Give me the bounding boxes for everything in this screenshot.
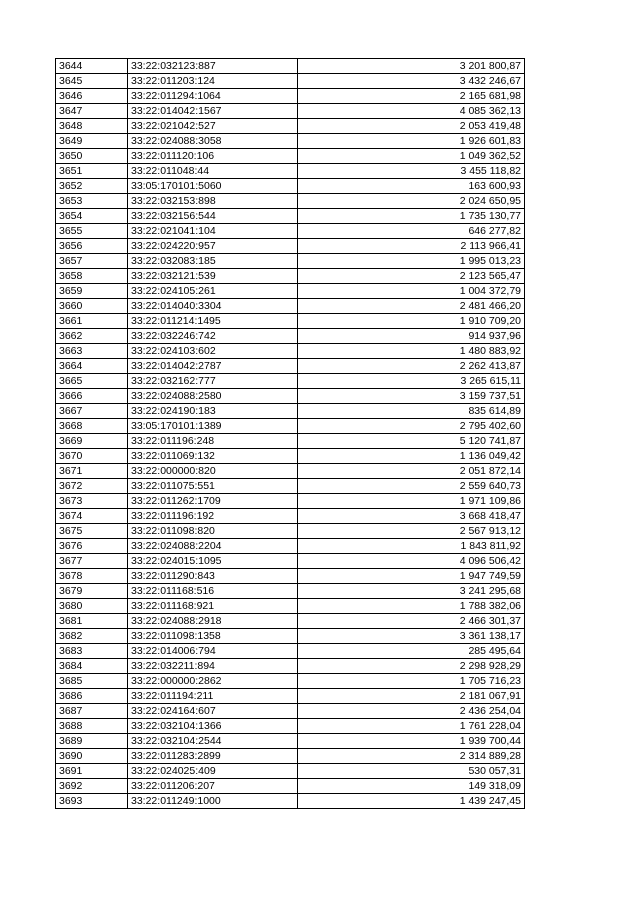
cadastral-number-cell: 33:22:014042:1567 xyxy=(128,104,298,119)
cadastral-number-cell: 33:22:024220:957 xyxy=(128,239,298,254)
row-number-cell: 3658 xyxy=(56,269,128,284)
cadastral-number-cell: 33:22:011048:44 xyxy=(128,164,298,179)
value-cell: 3 432 246,67 xyxy=(298,74,525,89)
row-number-cell: 3671 xyxy=(56,464,128,479)
cadastral-number-cell: 33:22:011194:211 xyxy=(128,689,298,704)
table-row xyxy=(56,404,525,419)
row-number-cell: 3674 xyxy=(56,509,128,524)
row-number-cell: 3685 xyxy=(56,674,128,689)
row-number-cell: 3686 xyxy=(56,689,128,704)
cadastral-number-cell: 33:22:011196:248 xyxy=(128,434,298,449)
table-row xyxy=(56,674,525,689)
table-row xyxy=(56,134,525,149)
table-row xyxy=(56,704,525,719)
row-number-cell: 3653 xyxy=(56,194,128,209)
row-number-cell: 3659 xyxy=(56,284,128,299)
value-cell: 2 053 419,48 xyxy=(298,119,525,134)
cadastral-number-cell: 33:22:011098:1358 xyxy=(128,629,298,644)
table-row xyxy=(56,569,525,584)
value-cell: 3 159 737,51 xyxy=(298,389,525,404)
value-cell: 1 735 130,77 xyxy=(298,209,525,224)
value-cell: 3 455 118,82 xyxy=(298,164,525,179)
cadastral-number-cell: 33:22:024103:602 xyxy=(128,344,298,359)
value-cell: 1 995 013,23 xyxy=(298,254,525,269)
value-cell: 3 241 295,68 xyxy=(298,584,525,599)
cadastral-number-cell: 33:22:011290:843 xyxy=(128,569,298,584)
value-cell: 2 795 402,60 xyxy=(298,419,525,434)
cadastral-number-cell: 33:22:024088:3058 xyxy=(128,134,298,149)
table-row xyxy=(56,299,525,314)
table-row xyxy=(56,494,525,509)
row-number-cell: 3668 xyxy=(56,419,128,434)
cadastral-number-cell: 33:05:170101:5060 xyxy=(128,179,298,194)
table-row xyxy=(56,794,525,809)
value-cell: 1 971 109,86 xyxy=(298,494,525,509)
row-number-cell: 3656 xyxy=(56,239,128,254)
value-cell: 2 559 640,73 xyxy=(298,479,525,494)
cadastral-number-cell: 33:22:011214:1495 xyxy=(128,314,298,329)
table-row xyxy=(56,164,525,179)
table-row xyxy=(56,614,525,629)
table-row xyxy=(56,644,525,659)
table-row xyxy=(56,314,525,329)
table-row xyxy=(56,284,525,299)
cadastral-number-cell: 33:22:024088:2204 xyxy=(128,539,298,554)
row-number-cell: 3665 xyxy=(56,374,128,389)
row-number-cell: 3676 xyxy=(56,539,128,554)
row-number-cell: 3669 xyxy=(56,434,128,449)
table-row xyxy=(56,779,525,794)
value-cell: 1 705 716,23 xyxy=(298,674,525,689)
row-number-cell: 3693 xyxy=(56,794,128,809)
row-number-cell: 3647 xyxy=(56,104,128,119)
row-number-cell: 3662 xyxy=(56,329,128,344)
value-cell: 163 600,93 xyxy=(298,179,525,194)
cadastral-number-cell: 33:22:011249:1000 xyxy=(128,794,298,809)
table-row xyxy=(56,584,525,599)
cadastral-number-cell: 33:22:011120:106 xyxy=(128,149,298,164)
row-number-cell: 3666 xyxy=(56,389,128,404)
value-cell: 2 567 913,12 xyxy=(298,524,525,539)
row-number-cell: 3652 xyxy=(56,179,128,194)
row-number-cell: 3648 xyxy=(56,119,128,134)
value-cell: 3 201 800,87 xyxy=(298,59,525,74)
cadastral-number-cell: 33:22:011098:820 xyxy=(128,524,298,539)
table-row xyxy=(56,254,525,269)
value-cell: 2 165 681,98 xyxy=(298,89,525,104)
value-cell: 2 436 254,04 xyxy=(298,704,525,719)
table-row xyxy=(56,74,525,89)
cadastral-number-cell: 33:22:011196:192 xyxy=(128,509,298,524)
table-row xyxy=(56,749,525,764)
value-cell: 1 939 700,44 xyxy=(298,734,525,749)
value-cell: 1 926 601,83 xyxy=(298,134,525,149)
table-row xyxy=(56,209,525,224)
value-cell: 2 481 466,20 xyxy=(298,299,525,314)
row-number-cell: 3660 xyxy=(56,299,128,314)
table-row xyxy=(56,269,525,284)
cadastral-number-cell: 33:22:011075:551 xyxy=(128,479,298,494)
row-number-cell: 3688 xyxy=(56,719,128,734)
cadastral-number-cell: 33:22:011294:1064 xyxy=(128,89,298,104)
value-cell: 2 123 565,47 xyxy=(298,269,525,284)
table-row xyxy=(56,689,525,704)
row-number-cell: 3664 xyxy=(56,359,128,374)
value-cell: 2 466 301,37 xyxy=(298,614,525,629)
cadastral-number-cell: 33:22:024088:2580 xyxy=(128,389,298,404)
cadastral-number-cell: 33:22:024190:183 xyxy=(128,404,298,419)
cadastral-number-cell: 33:22:011283:2899 xyxy=(128,749,298,764)
table-row xyxy=(56,149,525,164)
value-cell: 3 265 615,11 xyxy=(298,374,525,389)
value-cell: 149 318,09 xyxy=(298,779,525,794)
table-row xyxy=(56,539,525,554)
row-number-cell: 3677 xyxy=(56,554,128,569)
cadastral-number-cell: 33:22:011069:132 xyxy=(128,449,298,464)
value-cell: 1 136 049,42 xyxy=(298,449,525,464)
value-cell: 914 937,96 xyxy=(298,329,525,344)
value-cell: 2 298 928,29 xyxy=(298,659,525,674)
table-row xyxy=(56,509,525,524)
table-row xyxy=(56,629,525,644)
value-cell: 1 947 749,59 xyxy=(298,569,525,584)
row-number-cell: 3675 xyxy=(56,524,128,539)
table-row xyxy=(56,359,525,374)
value-cell: 1 910 709,20 xyxy=(298,314,525,329)
table-row xyxy=(56,419,525,434)
table-row xyxy=(56,239,525,254)
cadastral-number-cell: 33:22:024164:607 xyxy=(128,704,298,719)
cadastral-number-cell: 33:22:011168:516 xyxy=(128,584,298,599)
table-row xyxy=(56,719,525,734)
cadastral-number-cell: 33:22:032104:2544 xyxy=(128,734,298,749)
row-number-cell: 3654 xyxy=(56,209,128,224)
value-cell: 530 057,31 xyxy=(298,764,525,779)
table-row xyxy=(56,119,525,134)
value-cell: 2 181 067,91 xyxy=(298,689,525,704)
value-cell: 646 277,82 xyxy=(298,224,525,239)
cadastral-number-cell: 33:22:011206:207 xyxy=(128,779,298,794)
row-number-cell: 3644 xyxy=(56,59,128,74)
table-row xyxy=(56,194,525,209)
row-number-cell: 3670 xyxy=(56,449,128,464)
cadastral-number-cell: 33:22:032246:742 xyxy=(128,329,298,344)
table-row xyxy=(56,449,525,464)
row-number-cell: 3691 xyxy=(56,764,128,779)
row-number-cell: 3645 xyxy=(56,74,128,89)
cadastral-number-cell: 33:22:032083:185 xyxy=(128,254,298,269)
value-cell: 2 113 966,41 xyxy=(298,239,525,254)
value-cell: 2 262 413,87 xyxy=(298,359,525,374)
table-row xyxy=(56,89,525,104)
table-row xyxy=(56,734,525,749)
table-row xyxy=(56,479,525,494)
row-number-cell: 3680 xyxy=(56,599,128,614)
row-number-cell: 3690 xyxy=(56,749,128,764)
row-number-cell: 3673 xyxy=(56,494,128,509)
row-number-cell: 3678 xyxy=(56,569,128,584)
table-row xyxy=(56,59,525,74)
value-cell: 5 120 741,87 xyxy=(298,434,525,449)
row-number-cell: 3651 xyxy=(56,164,128,179)
cadastral-number-cell: 33:22:024088:2918 xyxy=(128,614,298,629)
value-cell: 1 480 883,92 xyxy=(298,344,525,359)
table-row xyxy=(56,104,525,119)
cadastral-number-cell: 33:22:021041:104 xyxy=(128,224,298,239)
value-cell: 835 614,89 xyxy=(298,404,525,419)
row-number-cell: 3650 xyxy=(56,149,128,164)
table-row xyxy=(56,224,525,239)
row-number-cell: 3646 xyxy=(56,89,128,104)
row-number-cell: 3672 xyxy=(56,479,128,494)
row-number-cell: 3692 xyxy=(56,779,128,794)
cadastral-number-cell: 33:22:032123:887 xyxy=(128,59,298,74)
cadastral-number-cell: 33:22:014040:3304 xyxy=(128,299,298,314)
cadastral-number-cell: 33:22:011203:124 xyxy=(128,74,298,89)
row-number-cell: 3684 xyxy=(56,659,128,674)
table-row xyxy=(56,389,525,404)
table-row xyxy=(56,329,525,344)
table-row xyxy=(56,599,525,614)
table-row xyxy=(56,659,525,674)
value-cell: 4 085 362,13 xyxy=(298,104,525,119)
value-cell: 3 668 418,47 xyxy=(298,509,525,524)
value-cell: 1 843 811,92 xyxy=(298,539,525,554)
value-cell: 4 096 506,42 xyxy=(298,554,525,569)
cadastral-number-cell: 33:22:032121:539 xyxy=(128,269,298,284)
cadastral-number-cell: 33:22:024015:1095 xyxy=(128,554,298,569)
cadastral-number-cell: 33:22:032162:777 xyxy=(128,374,298,389)
row-number-cell: 3683 xyxy=(56,644,128,659)
row-number-cell: 3689 xyxy=(56,734,128,749)
value-cell: 1 439 247,45 xyxy=(298,794,525,809)
row-number-cell: 3657 xyxy=(56,254,128,269)
table-row xyxy=(56,179,525,194)
cadastral-number-cell: 33:22:032104:1366 xyxy=(128,719,298,734)
cadastral-number-cell: 33:22:032153:898 xyxy=(128,194,298,209)
row-number-cell: 3667 xyxy=(56,404,128,419)
registry-table xyxy=(55,58,525,809)
cadastral-number-cell: 33:22:011168:921 xyxy=(128,599,298,614)
value-cell: 1 049 362,52 xyxy=(298,149,525,164)
row-number-cell: 3682 xyxy=(56,629,128,644)
cadastral-number-cell: 33:22:024025:409 xyxy=(128,764,298,779)
row-number-cell: 3655 xyxy=(56,224,128,239)
table-row xyxy=(56,464,525,479)
table-row xyxy=(56,524,525,539)
cadastral-number-cell: 33:22:000000:820 xyxy=(128,464,298,479)
cadastral-number-cell: 33:22:032211:894 xyxy=(128,659,298,674)
value-cell: 285 495,64 xyxy=(298,644,525,659)
table-row xyxy=(56,374,525,389)
cadastral-number-cell: 33:22:021042:527 xyxy=(128,119,298,134)
table-row xyxy=(56,344,525,359)
table-row xyxy=(56,764,525,779)
cadastral-number-cell: 33:22:011262:1709 xyxy=(128,494,298,509)
row-number-cell: 3649 xyxy=(56,134,128,149)
value-cell: 1 761 228,04 xyxy=(298,719,525,734)
value-cell: 2 314 889,28 xyxy=(298,749,525,764)
table-row xyxy=(56,554,525,569)
table-row xyxy=(56,434,525,449)
cadastral-number-cell: 33:22:014006:794 xyxy=(128,644,298,659)
registry-table-body xyxy=(56,59,525,809)
value-cell: 2 024 650,95 xyxy=(298,194,525,209)
cadastral-number-cell: 33:22:024105:261 xyxy=(128,284,298,299)
value-cell: 3 361 138,17 xyxy=(298,629,525,644)
row-number-cell: 3661 xyxy=(56,314,128,329)
value-cell: 1 788 382,06 xyxy=(298,599,525,614)
cadastral-number-cell: 33:22:032156:544 xyxy=(128,209,298,224)
cadastral-number-cell: 33:22:000000:2862 xyxy=(128,674,298,689)
cadastral-number-cell: 33:22:014042:2787 xyxy=(128,359,298,374)
value-cell: 2 051 872,14 xyxy=(298,464,525,479)
row-number-cell: 3679 xyxy=(56,584,128,599)
row-number-cell: 3663 xyxy=(56,344,128,359)
value-cell: 1 004 372,79 xyxy=(298,284,525,299)
row-number-cell: 3681 xyxy=(56,614,128,629)
cadastral-number-cell: 33:05:170101:1389 xyxy=(128,419,298,434)
row-number-cell: 3687 xyxy=(56,704,128,719)
